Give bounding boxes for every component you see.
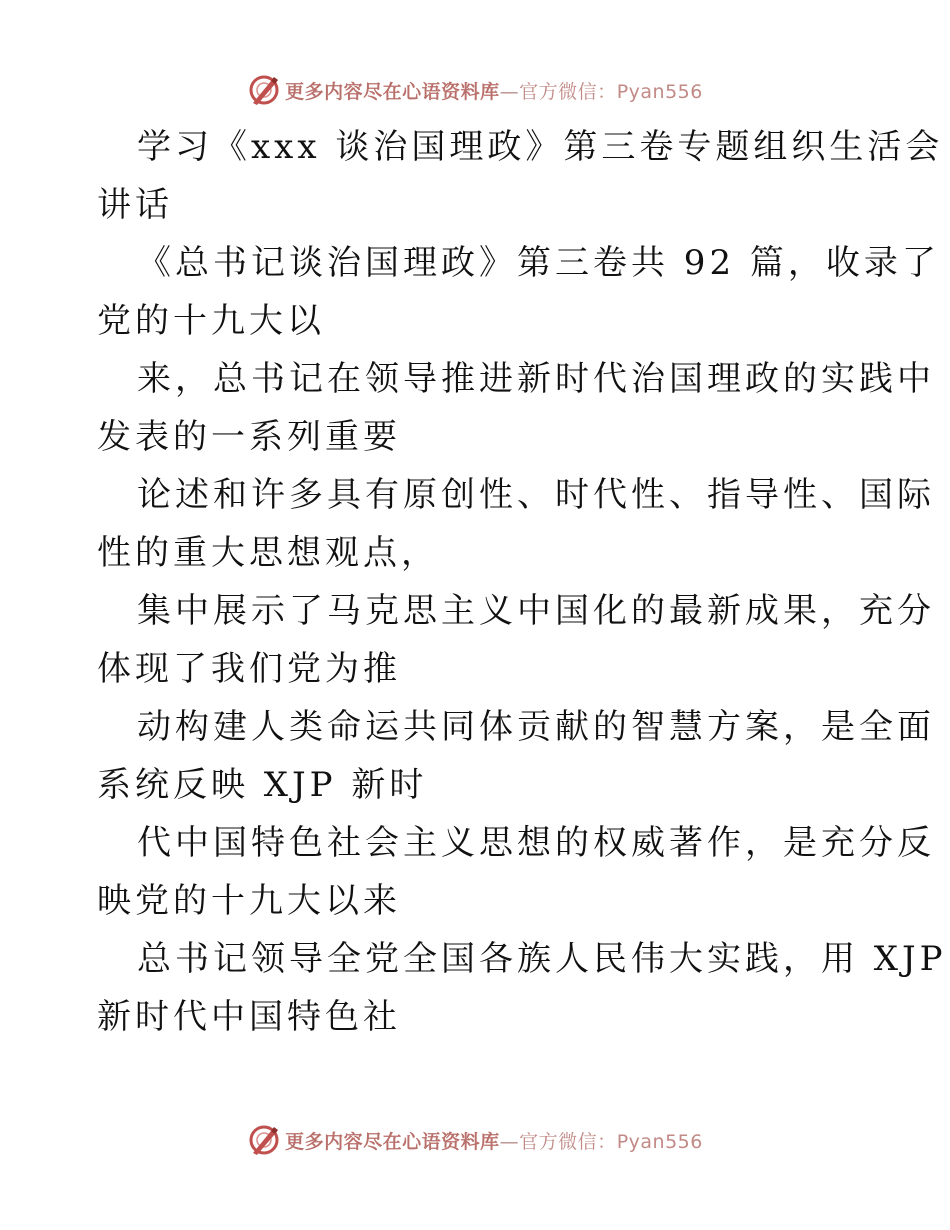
footer-banner: [0, 1120, 950, 1160]
banner-wechat-label: 官方微信：: [519, 1130, 617, 1153]
paragraph-line: 体现了我们党为推: [97, 649, 401, 689]
banner-site-text: 更多内容尽在心语资料库: [285, 1130, 500, 1153]
paragraph-line: 总书记领导全党全国各族人民伟大实践，用 XJP: [137, 939, 947, 979]
paragraph-line: 发表的一系列重要: [97, 417, 401, 457]
document-body: [97, 118, 947, 1046]
pen-circle-logo-icon: [247, 73, 281, 107]
banner-dash: —: [499, 80, 520, 103]
header-banner: [0, 70, 950, 110]
banner-text: [285, 1127, 703, 1154]
banner-wechat-id: Pyan556: [616, 1130, 703, 1153]
paragraph-line: 映党的十九大以来: [97, 881, 401, 921]
paragraph-line: 《总书记谈治国理政》第三卷共 92 篇，收录了: [137, 243, 940, 283]
paragraph-line: 新时代中国特色社: [97, 997, 401, 1037]
paragraph-line: 代中国特色社会主义思想的权威著作，是充分反: [137, 823, 935, 863]
paragraph-line: 论述和许多具有原创性、时代性、指导性、国际: [137, 475, 935, 515]
document-title-line-1: 学习《xxx 谈治国理政》第三卷专题组织生活会: [137, 127, 944, 167]
paragraph-line: 性的重大思想观点，: [97, 533, 439, 573]
banner-text: [285, 77, 703, 104]
paragraph-line: 集中展示了马克思主义中国化的最新成果，充分: [137, 591, 935, 631]
banner-dash: —: [499, 1130, 520, 1153]
banner-site-text: 更多内容尽在心语资料库: [285, 80, 500, 103]
paragraph-line: 党的十九大以: [97, 301, 325, 341]
paragraph-line: 来，总书记在领导推进新时代治国理政的实践中: [137, 359, 935, 399]
paragraph-line: 动构建人类命运共同体贡献的智慧方案，是全面: [137, 707, 935, 747]
pen-circle-logo-icon: [247, 1123, 281, 1157]
banner-wechat-label: 官方微信：: [519, 80, 617, 103]
banner-wechat-id: Pyan556: [616, 80, 703, 103]
document-title-line-2: 讲话: [97, 185, 173, 225]
paragraph-line: 系统反映 XJP 新时: [97, 765, 428, 805]
